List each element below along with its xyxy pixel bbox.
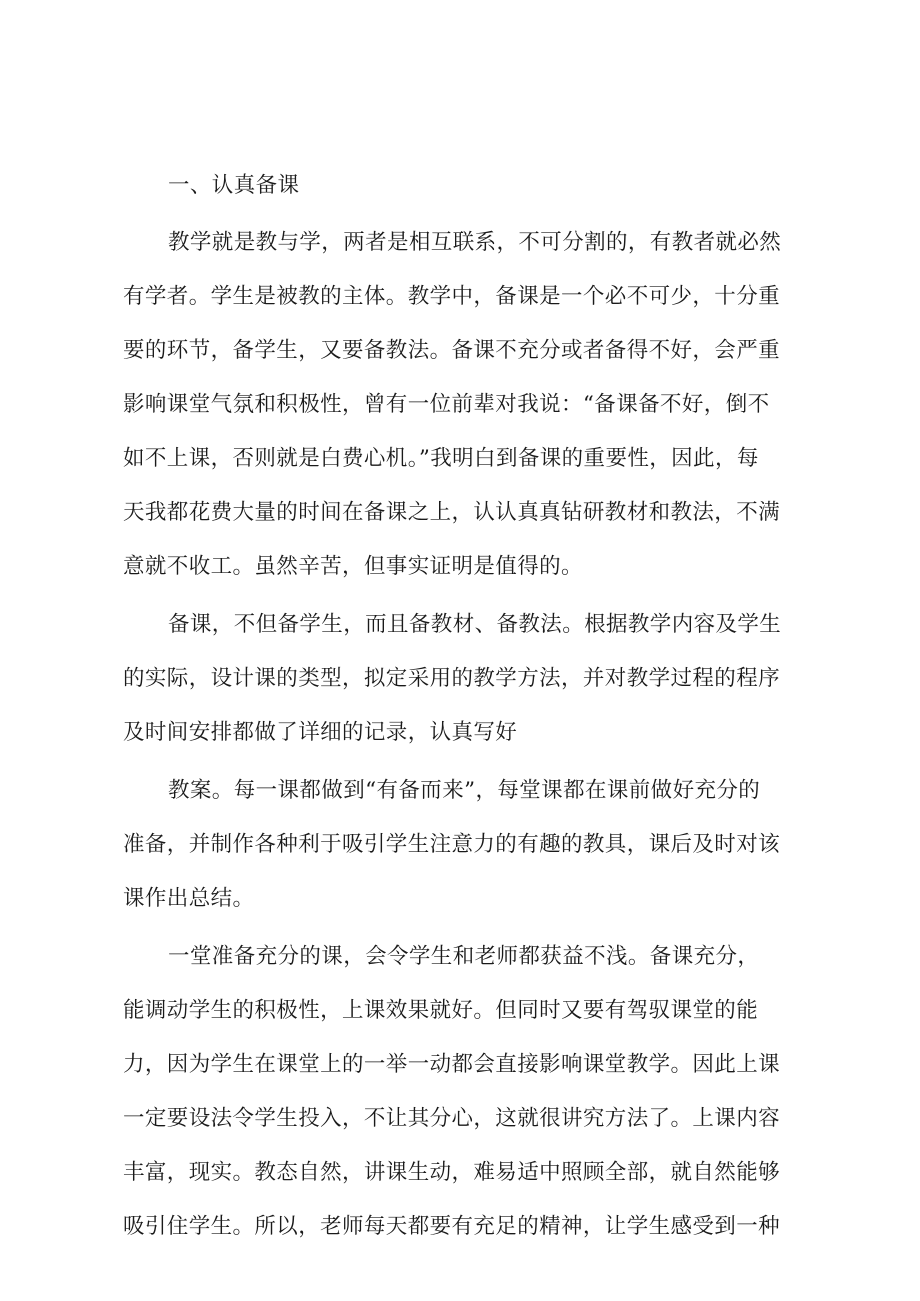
paragraph-line: 如不上课，否则就是白费心机。”我明白到备课的重要性，因此，每 [123, 446, 759, 471]
paragraph-line: 课作出总结。 [123, 886, 255, 911]
section-heading: 一、认真备课 [168, 173, 300, 198]
paragraph-line: 能调动学生的积极性，上课效果就好。但同时又要有驾驭课堂的能 [123, 998, 759, 1023]
paragraph-line: 有学者。学生是被教的主体。教学中，备课是一个必不可少，十分重 [123, 284, 781, 309]
paragraph-line: 丰富，现实。教态自然，讲课生动，难易适中照顾全部，就自然能够 [123, 1160, 781, 1185]
paragraph-line: 影响课堂气氛和积极性，曾有一位前辈对我说：“备课备不好，倒不 [123, 392, 770, 417]
paragraph-line: 要的环节，备学生，又要备教法。备课不充分或者备得不好，会严重 [123, 338, 781, 363]
paragraph-line: 教学就是教与学，两者是相互联系，不可分割的，有教者就必然 [168, 230, 782, 255]
paragraph-line: 意就不收工。虽然辛苦，但事实证明是值得的。 [123, 554, 583, 579]
paragraph-line: 吸引住学生。所以，老师每天都要有充足的精神，让学生感受到一种 [123, 1214, 781, 1239]
paragraph-line: 一定要设法令学生投入，不让其分心，这就很讲究方法了。上课内容 [123, 1106, 781, 1131]
paragraph-line: 准备，并制作各种利于吸引学生注意力的有趣的教具，课后及时对该 [123, 832, 781, 857]
paragraph-line: 教案。每一课都做到“有备而来”，每堂课都在课前做好充分的 [168, 778, 761, 803]
paragraph-line: 备课，不但备学生，而且备教材、备教法。根据教学内容及学生 [168, 612, 782, 637]
paragraph-line: 一堂准备充分的课，会令学生和老师都获益不浅。备课充分， [168, 944, 760, 969]
paragraph-line: 及时间安排都做了详细的记录，认真写好 [123, 720, 518, 745]
paragraph-line: 力，因为学生在课堂上的一举一动都会直接影响课堂教学。因此上课 [123, 1052, 781, 1077]
paragraph-line: 的实际，设计课的类型，拟定采用的教学方法，并对教学过程的程序 [123, 666, 781, 691]
paragraph-line: 天我都花费大量的时间在备课之上，认认真真钻研教材和教法，不满 [123, 500, 781, 525]
